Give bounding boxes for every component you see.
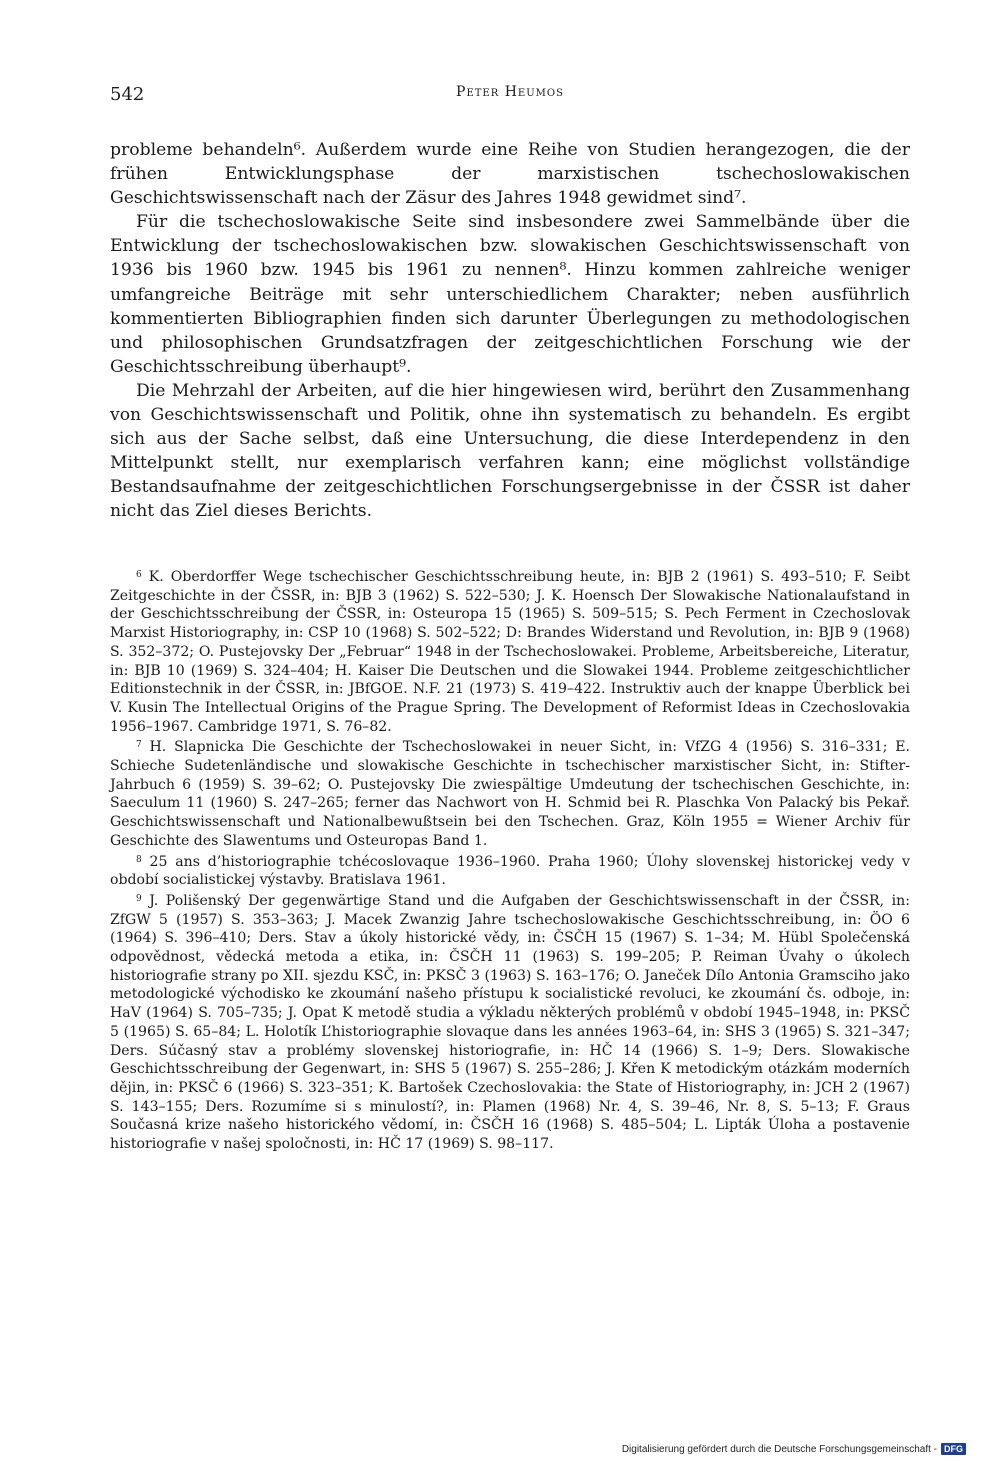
footnote-mark: 9	[136, 893, 142, 904]
dfg-logo-icon: DFG	[941, 1443, 966, 1455]
footnote-text: K. Oberdorffer Wege tschechischer Geschichtsschreibung heute, in: BJB 2 (1961) S. 493–510; F. Seibt Zeitgeschichte in der ČSSR, in: BJB 3 (1962) S. 522–530; J. K. Hoensch Der Slowakische Nationalaufstand in der Geschichtsschreibung der ČSSR, in: Osteuropa 15 (1965) S. 509–515; S. Pech Ferment in Czechoslovak Marxist Historiography, in: CSP 10 (1968) S. 502–522; D: Brandes Widerstand und Revolution, in: BJB 9 (1968) S. 352–372; O. Pustejovsky Der „Februar“ 1948 in der Tschechoslowakei. Probleme, Arbeitsbereiche, Literatur, in: BJB 10 (1969) S. 324–404; H. Kaiser Die Deutschen und die Slowakei 1944. Probleme zeitgeschichtlicher Editionstechnik in der ČSSR, in: JBfGOE. N.F. 21 (1973) S. 419–422. Instruktiv auch der knappe Überblick bei V. Kusin The Intellectual Origins of the Prague Spring. The Development of Reformist Ideas in Czechoslovakia 1956–1967. Cambridge 1971, S. 76–82.	[110, 569, 910, 735]
footnotes	[110, 566, 910, 1154]
footnote-text: H. Slapnicka Die Geschichte der Tschechoslowakei in neuer Sicht, in: VfZG 4 (1956) S. 316–331; E. Schieche Sudetenländische und slowakische Geschichte in tschechischer marxistischer Sicht, in: Stifter-Jahrbuch 6 (1959) S. 39–62; O. Pustejovsky Die zwiespältige Umdeutung der tschechischen Geschichte, in: Saeculum 11 (1960) S. 247–265; ferner das Nachwort von H. Schmid bei R. Plaschka Von Palacký bis Pekař. Geschichtswissenschaft und Nationalbewußtsein bei den Tschechen. Graz, Köln 1955 = Wiener Archiv für Geschichte des Slawentums und Osteuropas Band 1.	[110, 739, 910, 849]
footnote-8	[110, 851, 910, 890]
body-paragraph: Für die tschechoslowakische Seite sind insbesondere zwei Sammelbände über die Entwicklung der tschechoslowakischen bzw. slowakischen Geschichtswissenschaft von 1936 bis 1960 bzw. 1945 bis 1961 zu nennen⁸. Hinzu kommen zahlreiche weniger umfangreiche Beiträge mit sehr unterschiedlichem Charakter; neben ausführlich kommentierten Bibliographien finden sich darunter Überlegungen zu methodologischen und philosophischen Grundsatzfragen der zeitgeschichtlichen Forschung wie der Geschichtsschreibung überhaupt⁹.	[110, 212, 910, 377]
running-head: Peter Heumos	[456, 84, 564, 100]
body-text	[110, 138, 910, 524]
footnote-6	[110, 566, 910, 736]
page-number: 542	[110, 84, 145, 105]
digitization-note	[622, 1443, 966, 1455]
footnote-text: 25 ans d’historiographie tchécoslovaque 1936–1960. Praha 1960; Úlohy slovenskej historickej vedy v období socialistickej výstavby. Bratislava 1961.	[110, 853, 910, 889]
body-paragraph: probleme behandeln⁶. Außerdem wurde eine Reihe von Studien herangezogen, die der frühen Entwicklungsphase der marxistischen tschechoslowakischen Geschichtswissenschaft nach der Zäsur des Jahres 1948 gewidmet sind⁷.	[110, 140, 910, 209]
body-paragraph: Die Mehrzahl der Arbeiten, auf die hier hingewiesen wird, berührt den Zusammenhang von Geschichtswissenschaft und Politik, ohne ihn systematisch zu behandeln. Es ergibt sich aus der Sache selbst, daß eine Untersuchung, die diese Interdependenz in den Mittelpunkt stellt, nur exemplarisch verfahren kann; eine möglichst vollständige Bestandsaufnahme der zeitgeschichtlichen Forschungsergebnisse in der ČSSR ist daher nicht das Ziel dieses Berichts.	[110, 380, 910, 522]
footnote-mark: 6	[136, 570, 142, 580]
footnote-7	[110, 736, 910, 850]
footnote-9	[110, 890, 910, 1154]
footnote-mark: 7	[136, 740, 142, 751]
footnote-text: J. Polišenský Der gegenwärtige Stand und die Aufgaben der Geschichtswissenschaft in der ČSSR, in: ZfGW 5 (1957) S. 353–363; J. Macek Zwanzig Jahre tschechoslowakische Geschichtsschreibung, in: ÖO 6 (1964) S. 396–410; Ders. Stav a úkoly historické vědy, in: ČSČH 15 (1967) S. 1–34; M. Hübl Společenská odpovědnost, vědecká metoda a etika, in: ČSČH 11 (1963) S. 199–205; P. Reiman Úvahy o úkolech historiografie strany po XII. sjezdu KSČ, in: PKSČ 3 (1963) S. 163–176; O. Janeček Dílo Antonia Gramsciho jako metodologické východisko ke zkoumání našeho přístupu k socialistické revoluci, ke zkoumání čs. odboje, in: HaV (1964) S. 705–735; J. Opat K metodě studia a výkladu některých problémů v období 1945–1948, in: PKSČ 5 (1965) S. 65–84; L. Holotík L’historiographie slovaque dans les années 1963–64, in: SHS 3 (1965) S. 321–347; Ders. Súčasný stav a problémy slovenskej historiografie, in: HČ 14 (1966) S. 1–9; Ders. Slowakische Geschichtsschreibung der Gegenwart, in: SHS 5 (1967) S. 255–286; J. Křen K metodickým otázkám moderních dějin, in: PKSČ 6 (1966) S. 323–351; K. Bartošek Czechoslovakia: the State of Historiography, in: JCH 2 (1967) S. 143–155; Ders. Rozumíme si s minulostí?, in: Plamen (1968) Nr. 4, S. 39–46, Nr. 8, S. 5–13; F. Graus Současná krize našeho historického vědomí, in: ČSČH 16 (1968) S. 485–504; L. Lipták Úloha a postavenie historiografie v našej spoločnosti, in: HČ 17 (1969) S. 98–117.	[110, 892, 910, 1153]
digitization-text: Digitalisierung gefördert durch die Deutsche Forschungsgemeinschaft -	[621, 1443, 937, 1455]
page-header	[110, 84, 910, 112]
footnote-mark: 8	[136, 854, 142, 865]
